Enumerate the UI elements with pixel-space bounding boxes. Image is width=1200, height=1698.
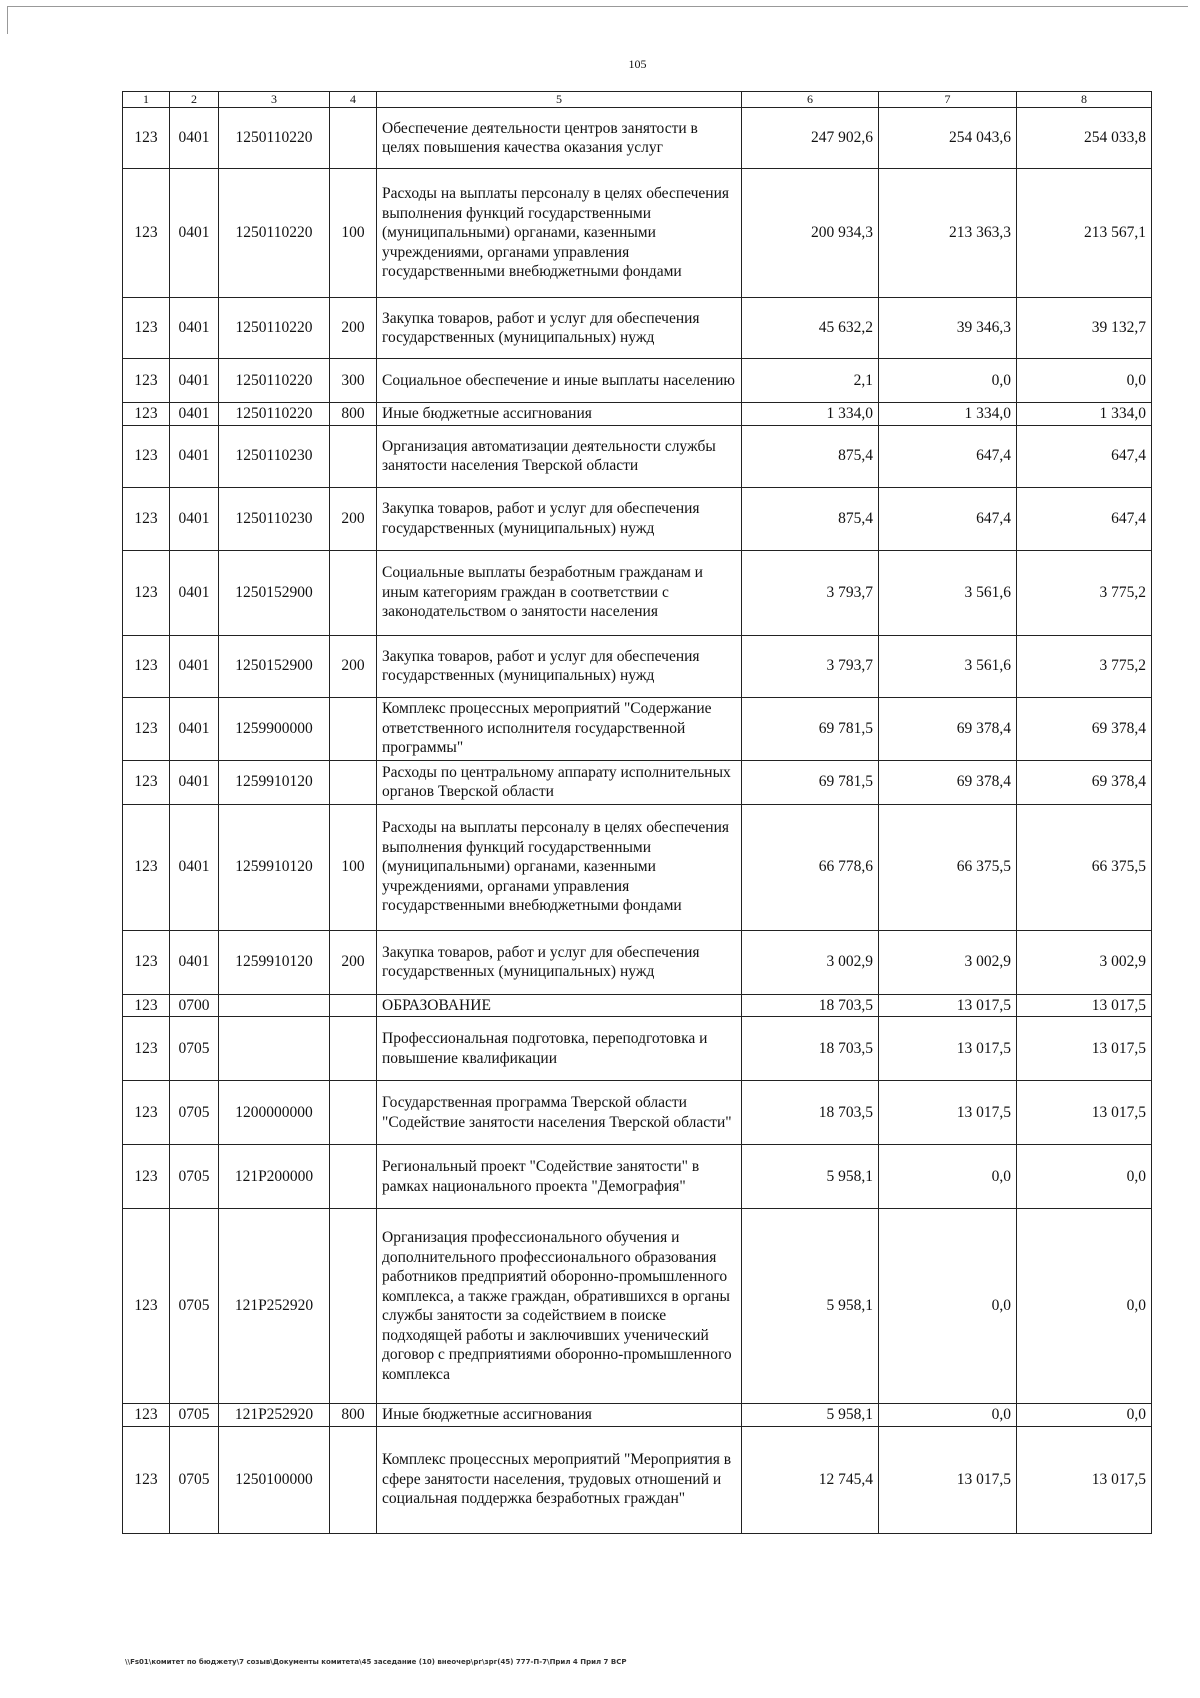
row-code-admin: 123 — [123, 1081, 170, 1145]
row-code-admin: 123 — [123, 697, 170, 760]
row-value-col6: 66 778,6 — [742, 804, 879, 930]
row-code-section: 0401 — [170, 425, 219, 487]
row-code-admin: 123 — [123, 1145, 170, 1209]
table-row — [123, 550, 1152, 635]
row-code-expense-type: 800 — [330, 1404, 377, 1427]
row-code-admin: 123 — [123, 1404, 170, 1427]
row-code-expense-type — [330, 1209, 377, 1404]
row-value-col8: 647,4 — [1017, 487, 1152, 550]
row-value-col6: 69 781,5 — [742, 697, 879, 760]
row-description: Профессиональная подготовка, переподготовка и повышение квалификации — [377, 1017, 742, 1081]
table-row — [123, 425, 1152, 487]
row-code-section: 0705 — [170, 1209, 219, 1404]
row-code-admin: 123 — [123, 994, 170, 1017]
table-row — [123, 108, 1152, 169]
row-code-target: 1200000000 — [219, 1081, 330, 1145]
table-row — [123, 1426, 1152, 1533]
row-code-target: 1250110220 — [219, 108, 330, 169]
row-description: Организация профессионального обучения и дополнительного профессионального образования работников предприятий оборонно-промышленного комплекса, а также граждан, обратившихся в органы службы занятости за содействием в поиске подходящей работы и заключивших ученический договор с предприятиями оборонно-промышленного комплекса — [377, 1209, 742, 1404]
row-code-section: 0401 — [170, 635, 219, 697]
row-value-col8: 1 334,0 — [1017, 403, 1152, 426]
row-code-admin: 123 — [123, 930, 170, 994]
row-code-section: 0401 — [170, 760, 219, 804]
row-code-expense-type — [330, 1145, 377, 1209]
row-code-expense-type: 200 — [330, 487, 377, 550]
row-value-col8: 39 132,7 — [1017, 298, 1152, 359]
table-row — [123, 298, 1152, 359]
row-value-col6: 45 632,2 — [742, 298, 879, 359]
row-code-section: 0401 — [170, 359, 219, 403]
row-description: Закупка товаров, работ и услуг для обеспечения государственных (муниципальных) нужд — [377, 487, 742, 550]
row-code-section: 0705 — [170, 1145, 219, 1209]
row-code-expense-type: 200 — [330, 930, 377, 994]
scan-border-top — [8, 6, 1188, 7]
table-row — [123, 1209, 1152, 1404]
table-row — [123, 1404, 1152, 1427]
row-value-col6: 5 958,1 — [742, 1209, 879, 1404]
row-description: Иные бюджетные ассигнования — [377, 403, 742, 426]
row-code-section: 0700 — [170, 994, 219, 1017]
row-value-col6: 5 958,1 — [742, 1404, 879, 1427]
row-value-col8: 3 775,2 — [1017, 635, 1152, 697]
row-code-expense-type — [330, 994, 377, 1017]
table-row — [123, 994, 1152, 1017]
row-code-target: 1250110230 — [219, 425, 330, 487]
row-code-target: 1250110220 — [219, 403, 330, 426]
row-value-col7: 39 346,3 — [879, 298, 1017, 359]
row-code-target: 1250152900 — [219, 550, 330, 635]
table-row — [123, 1145, 1152, 1209]
row-code-target: 1250110220 — [219, 359, 330, 403]
table-row — [123, 403, 1152, 426]
row-description: Иные бюджетные ассигнования — [377, 1404, 742, 1427]
row-description: Закупка товаров, работ и услуг для обеспечения государственных (муниципальных) нужд — [377, 930, 742, 994]
footer-file-path: \\Fs01\комитет по бюджету\7 созыв\Документы комитета\45 заседание (10) внеочер\рг\зрг(45) 777-П-7\Прил 4 Прил 7 ВСР — [125, 1658, 627, 1666]
row-code-target: 1250110220 — [219, 169, 330, 298]
row-value-col7: 66 375,5 — [879, 804, 1017, 930]
row-description: Социальное обеспечение и иные выплаты населению — [377, 359, 742, 403]
row-code-target: 121P252920 — [219, 1209, 330, 1404]
row-code-expense-type: 100 — [330, 804, 377, 930]
table-row — [123, 487, 1152, 550]
row-value-col7: 13 017,5 — [879, 1081, 1017, 1145]
row-value-col7: 69 378,4 — [879, 697, 1017, 760]
row-value-col6: 12 745,4 — [742, 1426, 879, 1533]
row-code-admin: 123 — [123, 1017, 170, 1081]
row-code-section: 0401 — [170, 108, 219, 169]
row-code-admin: 123 — [123, 760, 170, 804]
row-code-expense-type: 800 — [330, 403, 377, 426]
row-code-admin: 123 — [123, 635, 170, 697]
row-value-col7: 254 043,6 — [879, 108, 1017, 169]
row-code-target: 1250110230 — [219, 487, 330, 550]
row-value-col7: 647,4 — [879, 487, 1017, 550]
column-header: 4 — [330, 92, 377, 108]
row-value-col7: 13 017,5 — [879, 1017, 1017, 1081]
row-value-col8: 647,4 — [1017, 425, 1152, 487]
row-value-col6: 1 334,0 — [742, 403, 879, 426]
table-row — [123, 359, 1152, 403]
row-value-col6: 5 958,1 — [742, 1145, 879, 1209]
row-code-target: 1259900000 — [219, 697, 330, 760]
row-code-target — [219, 994, 330, 1017]
row-code-expense-type — [330, 1081, 377, 1145]
column-header: 5 — [377, 92, 742, 108]
row-code-target — [219, 1017, 330, 1081]
row-code-admin: 123 — [123, 804, 170, 930]
row-code-target: 121P252920 — [219, 1404, 330, 1427]
row-value-col8: 66 375,5 — [1017, 804, 1152, 930]
row-code-section: 0705 — [170, 1426, 219, 1533]
row-description: Государственная программа Тверской области "Содействие занятости населения Тверской области" — [377, 1081, 742, 1145]
table-row — [123, 804, 1152, 930]
row-code-expense-type: 200 — [330, 635, 377, 697]
row-code-admin: 123 — [123, 108, 170, 169]
table-row — [123, 169, 1152, 298]
row-description: Комплекс процессных мероприятий "Мероприятия в сфере занятости населения, трудовых отношений и социальная поддержка безработных граждан" — [377, 1426, 742, 1533]
row-value-col6: 3 793,7 — [742, 550, 879, 635]
table-row — [123, 930, 1152, 994]
column-header: 1 — [123, 92, 170, 108]
row-description: Организация автоматизации деятельности службы занятости населения Тверской области — [377, 425, 742, 487]
row-code-section: 0401 — [170, 487, 219, 550]
row-value-col6: 18 703,5 — [742, 994, 879, 1017]
row-code-expense-type: 300 — [330, 359, 377, 403]
row-code-section: 0705 — [170, 1404, 219, 1427]
row-code-expense-type: 100 — [330, 169, 377, 298]
row-code-expense-type: 200 — [330, 298, 377, 359]
row-code-section: 0705 — [170, 1081, 219, 1145]
row-value-col7: 3 561,6 — [879, 550, 1017, 635]
row-code-target: 1250110220 — [219, 298, 330, 359]
row-value-col8: 0,0 — [1017, 359, 1152, 403]
row-description: Закупка товаров, работ и услуг для обеспечения государственных (муниципальных) нужд — [377, 635, 742, 697]
column-header: 7 — [879, 92, 1017, 108]
row-value-col8: 69 378,4 — [1017, 697, 1152, 760]
row-code-target: 121P200000 — [219, 1145, 330, 1209]
row-value-col7: 0,0 — [879, 359, 1017, 403]
table-row — [123, 760, 1152, 804]
table-row — [123, 1017, 1152, 1081]
row-code-target: 1259910120 — [219, 930, 330, 994]
row-code-section: 0401 — [170, 804, 219, 930]
row-value-col8: 254 033,8 — [1017, 108, 1152, 169]
row-code-section: 0401 — [170, 298, 219, 359]
row-value-col7: 0,0 — [879, 1209, 1017, 1404]
row-value-col8: 0,0 — [1017, 1404, 1152, 1427]
row-code-expense-type — [330, 760, 377, 804]
row-description: Закупка товаров, работ и услуг для обеспечения государственных (муниципальных) нужд — [377, 298, 742, 359]
row-description: Расходы на выплаты персоналу в целях обеспечения выполнения функций государственными (муниципальными) органами, казенными учреждениями, органами управления государственными внебюджетными фондами — [377, 804, 742, 930]
row-description: Обеспечение деятельности центров занятости в целях повышения качества оказания услуг — [377, 108, 742, 169]
row-value-col8: 0,0 — [1017, 1145, 1152, 1209]
row-description: Региональный проект "Содействие занятости" в рамках национального проекта "Демография" — [377, 1145, 742, 1209]
row-value-col6: 875,4 — [742, 425, 879, 487]
row-description: Расходы по центральному аппарату исполнительных органов Тверской области — [377, 760, 742, 804]
row-code-section: 0401 — [170, 930, 219, 994]
row-value-col8: 3 002,9 — [1017, 930, 1152, 994]
column-header: 3 — [219, 92, 330, 108]
row-value-col8: 13 017,5 — [1017, 1017, 1152, 1081]
row-value-col6: 875,4 — [742, 487, 879, 550]
row-code-expense-type — [330, 108, 377, 169]
row-code-target: 1250152900 — [219, 635, 330, 697]
row-value-col7: 13 017,5 — [879, 1426, 1017, 1533]
row-value-col6: 69 781,5 — [742, 760, 879, 804]
column-header: 6 — [742, 92, 879, 108]
row-description: ОБРАЗОВАНИЕ — [377, 994, 742, 1017]
column-number-row — [123, 92, 1152, 108]
row-code-target: 1259910120 — [219, 804, 330, 930]
row-code-expense-type — [330, 425, 377, 487]
row-description: Социальные выплаты безработным гражданам и иным категориям граждан в соответствии с законодательством о занятости населения — [377, 550, 742, 635]
row-code-section: 0401 — [170, 169, 219, 298]
row-code-target: 1259910120 — [219, 760, 330, 804]
row-value-col6: 3 002,9 — [742, 930, 879, 994]
row-value-col8: 13 017,5 — [1017, 994, 1152, 1017]
row-value-col6: 18 703,5 — [742, 1081, 879, 1145]
row-value-col8: 0,0 — [1017, 1209, 1152, 1404]
row-code-expense-type — [330, 697, 377, 760]
row-value-col7: 69 378,4 — [879, 760, 1017, 804]
column-header: 8 — [1017, 92, 1152, 108]
row-description: Расходы на выплаты персоналу в целях обеспечения выполнения функций государственными (муниципальными) органами, казенными учреждениями, органами управления государственными внебюджетными фондами — [377, 169, 742, 298]
row-value-col7: 3 561,6 — [879, 635, 1017, 697]
row-value-col7: 13 017,5 — [879, 994, 1017, 1017]
row-value-col7: 0,0 — [879, 1145, 1017, 1209]
row-value-col8: 3 775,2 — [1017, 550, 1152, 635]
row-value-col6: 2,1 — [742, 359, 879, 403]
row-value-col7: 213 363,3 — [879, 169, 1017, 298]
row-value-col8: 13 017,5 — [1017, 1081, 1152, 1145]
row-code-admin: 123 — [123, 298, 170, 359]
table-row — [123, 697, 1152, 760]
row-value-col7: 0,0 — [879, 1404, 1017, 1427]
row-value-col8: 69 378,4 — [1017, 760, 1152, 804]
row-value-col6: 247 902,6 — [742, 108, 879, 169]
row-code-section: 0705 — [170, 1017, 219, 1081]
row-code-admin: 123 — [123, 550, 170, 635]
row-code-expense-type — [330, 550, 377, 635]
row-code-admin: 123 — [123, 403, 170, 426]
row-value-col6: 3 793,7 — [742, 635, 879, 697]
row-code-expense-type — [330, 1426, 377, 1533]
table-row — [123, 635, 1152, 697]
column-header: 2 — [170, 92, 219, 108]
page-number: 105 — [628, 57, 647, 71]
row-description: Комплекс процессных мероприятий "Содержание ответственного исполнителя государственной программы" — [377, 697, 742, 760]
row-code-admin: 123 — [123, 425, 170, 487]
budget-table — [122, 91, 1152, 1534]
row-value-col6: 18 703,5 — [742, 1017, 879, 1081]
row-code-section: 0401 — [170, 550, 219, 635]
table-row — [123, 1081, 1152, 1145]
row-code-expense-type — [330, 1017, 377, 1081]
table-body — [123, 108, 1152, 1534]
row-value-col7: 647,4 — [879, 425, 1017, 487]
row-value-col8: 213 567,1 — [1017, 169, 1152, 298]
row-value-col7: 1 334,0 — [879, 403, 1017, 426]
row-code-section: 0401 — [170, 403, 219, 426]
row-code-section: 0401 — [170, 697, 219, 760]
row-code-admin: 123 — [123, 1426, 170, 1533]
scan-border-left — [7, 6, 8, 34]
row-code-target: 1250100000 — [219, 1426, 330, 1533]
row-value-col7: 3 002,9 — [879, 930, 1017, 994]
row-code-admin: 123 — [123, 487, 170, 550]
row-value-col6: 200 934,3 — [742, 169, 879, 298]
row-code-admin: 123 — [123, 359, 170, 403]
row-code-admin: 123 — [123, 1209, 170, 1404]
row-value-col8: 13 017,5 — [1017, 1426, 1152, 1533]
row-code-admin: 123 — [123, 169, 170, 298]
